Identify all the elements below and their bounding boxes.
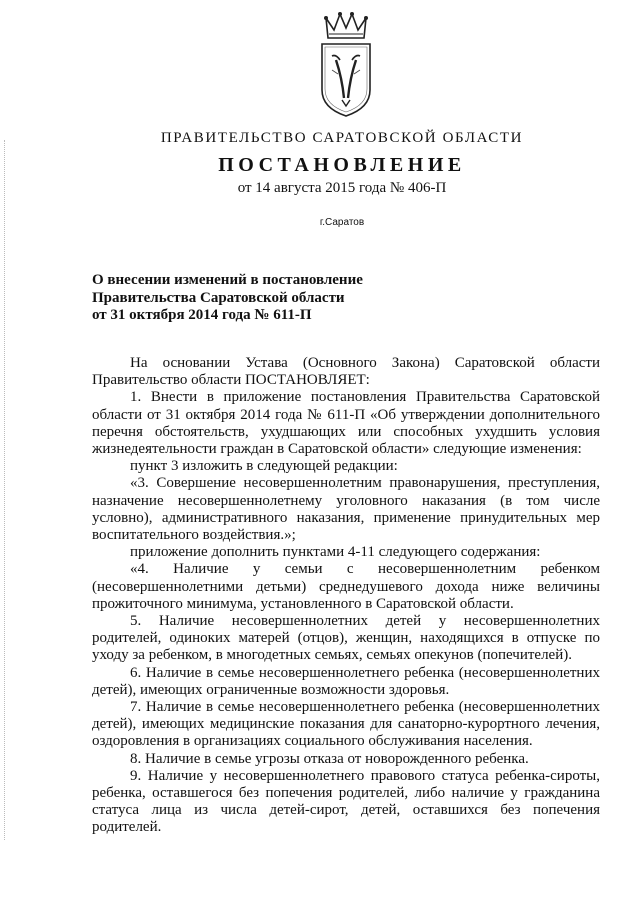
body-paragraph: 5. Наличие несовершеннолетних детей у несовершеннолетних родителей, одиноких матерей (отцов), женщин, находящихся в отпуске по уходу за ребенком, в многодетных семьях, семьях опекунов (попечителей). bbox=[92, 613, 600, 664]
body-paragraph: 9. Наличие у несовершеннолетнего правового статуса ребенка-сироты, ребенка, оставшегося без попечения родителей, либо наличие у гражданина статуса лица из числа детей-сирот, детей, оставшихся без попечения родителей. bbox=[92, 767, 600, 836]
subject-line: от 31 октября 2014 года № 611-П bbox=[92, 307, 312, 323]
government-name: ПРАВИТЕЛЬСТВО САРАТОВСКОЙ ОБЛАСТИ bbox=[160, 130, 524, 146]
document-body bbox=[92, 355, 600, 837]
body-paragraph: На основании Устава (Основного Закона) Саратовской области Правительство области ПОСТАНОВЛЯЕТ: bbox=[92, 355, 600, 389]
document-city: г.Саратов bbox=[319, 217, 365, 228]
body-paragraph: 8. Наличие в семье угрозы отказа от новорожденного ребенка. bbox=[130, 750, 529, 767]
body-paragraph: приложение дополнить пунктами 4-11 следующего содержания: bbox=[130, 544, 541, 561]
document-type-title: ПОСТАНОВЛЕНИЕ bbox=[218, 154, 466, 176]
body-paragraph: 1. Внести в приложение постановления Правительства Саратовской области от 31 октября 2014 года № 611-П «Об утверждении дополнительного перечня обстоятельств, ухудшающих или способных ухудшить условия жизнедеятельности граждан в Саратовской области» следующие изменения: bbox=[92, 389, 600, 458]
subject-line: Правительства Саратовской области bbox=[92, 289, 345, 306]
body-paragraph: пункт 3 изложить в следующей редакции: bbox=[130, 458, 398, 475]
scan-margin-line bbox=[4, 140, 6, 840]
document-subject bbox=[92, 272, 392, 325]
coat-of-arms-icon bbox=[312, 8, 380, 120]
body-paragraph: «4. Наличие у семьи с несовершеннолетним ребенком (несовершеннолетними детьми) среднедушевого дохода ниже величины прожиточного минимума, установленного в Саратовской области. bbox=[92, 561, 600, 612]
subject-line: О внесении изменений в постановление bbox=[92, 272, 363, 288]
body-paragraph: 6. Наличие в семье несовершеннолетнего ребенка (несовершеннолетних детей), имеющих ограниченные возможности здоровья. bbox=[92, 664, 600, 698]
body-paragraph: 7. Наличие в семье несовершеннолетнего ребенка (несовершеннолетних детей), имеющих медицинские показания для санаторно-курортного лечения, оздоровления в организациях социального обслуживания населения. bbox=[92, 699, 600, 750]
document-date-number: от 14 августа 2015 года № 406-П bbox=[237, 180, 447, 196]
body-paragraph: «3. Совершение несовершеннолетним правонарушения, преступления, назначение несовершеннолетнему уголовного наказания (в том числе условно), административного наказания, применение принудительных мер воспитательного воздействия.»; bbox=[92, 475, 600, 544]
